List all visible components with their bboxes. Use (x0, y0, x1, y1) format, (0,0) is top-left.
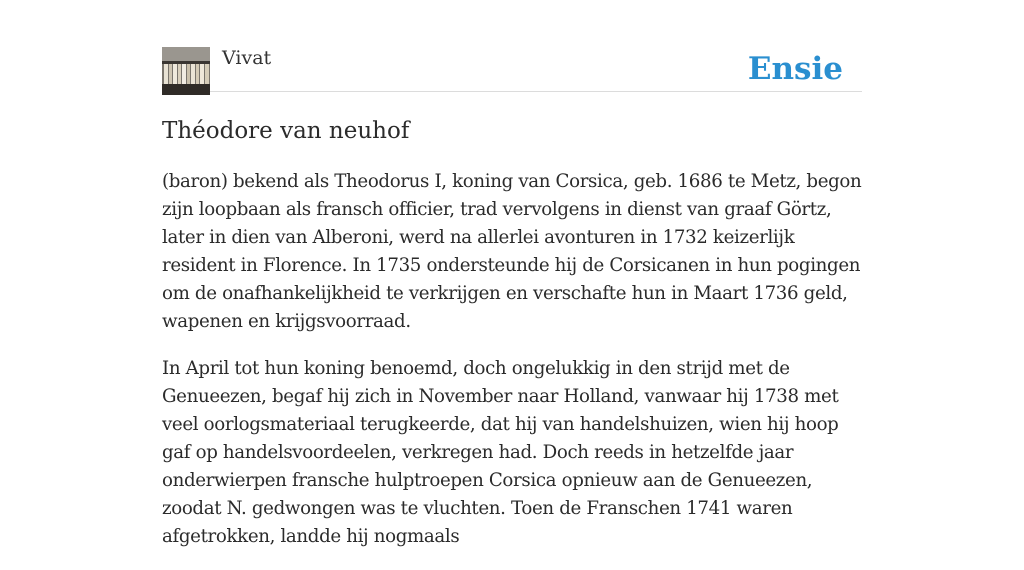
book-spines-icon (162, 47, 210, 95)
avatar[interactable] (162, 47, 210, 95)
page-header (162, 46, 862, 92)
source-name[interactable]: Vivat (222, 47, 272, 69)
article-paragraph: In April tot hun koning benoemd, doch ongelukkig in den strijd met de Genueezen, begaf hij zich in November naar Holland, vanwaar hij 1738 met veel oorlogsmateriaal terugkeerde, dat hij van handelshuizen, wien hij hoop gaf op handelsvoordeelen, verkregen had. Doch reeds in hetzelfde jaar onderwierpen fransche hulptroepen Corsica opnieuw aan de Genueezen, zoodat N. gedwongen was te vluchten. Toen de Franschen 1741 waren afgetrokken, landde hij nogmaals (162, 358, 839, 547)
article-page (162, 0, 862, 547)
brand-logo[interactable]: Ensie (747, 51, 843, 87)
article-title: Théodore van neuhof (162, 118, 410, 144)
article-paragraph: (baron) bekend als Theodorus I, koning van Corsica, geb. 1686 te Metz, begon zijn loopbaan als fransch officier, trad vervolgens in dienst van graaf Görtz, later in dien van Alberoni, werd na allerlei avonturen in 1732 keizerlijk resident in Florence. In 1735 ondersteunde hij de Corsicanen in hun pogingen om de onafhankelijkheid te verkrijgen en verschafte hun in Maart 1736 geld, wapenen en krijgsvoorraad. (162, 171, 862, 332)
article-body (162, 168, 862, 570)
